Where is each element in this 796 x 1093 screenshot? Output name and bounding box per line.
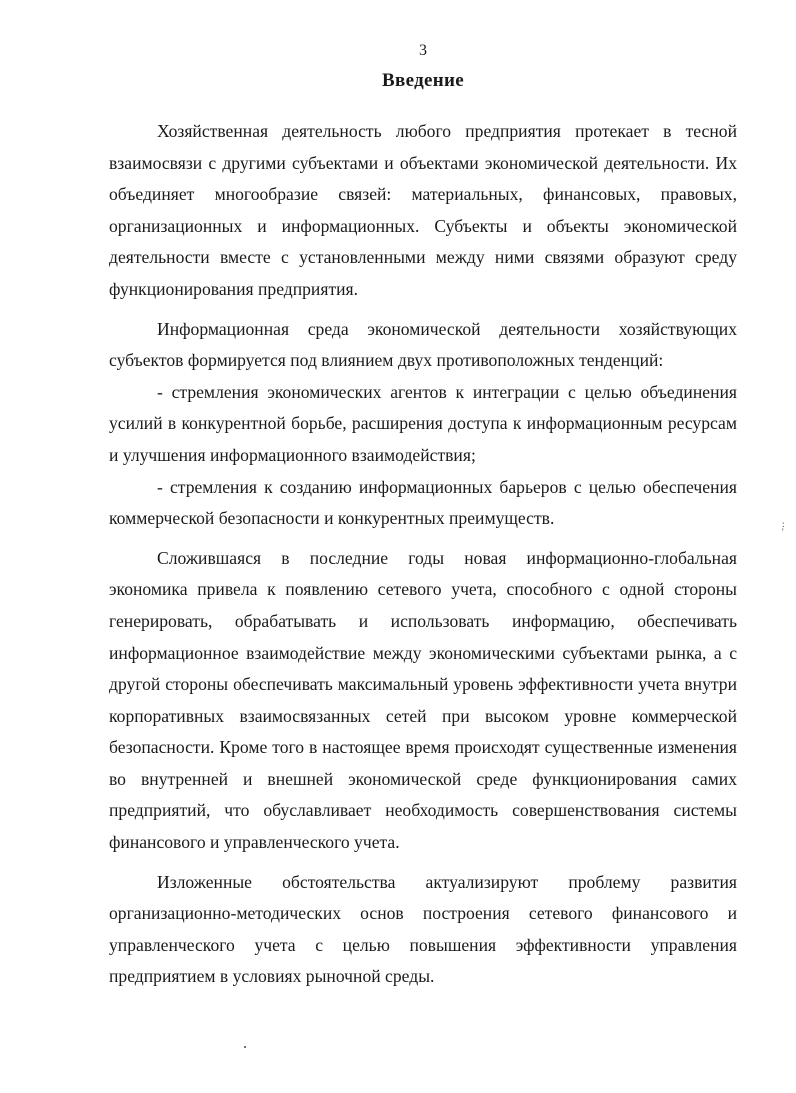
paragraph-1: Хозяйственная деятельность любого предприятия протекает в тесной взаимосвязи с другими субъектами и объектами экономической деятельности. Их объединяет многообразие связей: материальных, финансовых, правовых, организационных и информационных. Субъекты и объекты экономической деятельности вместе с установленными между ними связями образуют среду функционирования предприятия. bbox=[109, 121, 737, 299]
paragraph-2: Информационная среда экономической деятельности хозяйствующих субъектов формируется под влиянием двух противоположных тенденций: bbox=[109, 318, 737, 371]
scan-speck bbox=[244, 1046, 246, 1048]
body-text bbox=[109, 116, 737, 1001]
margin-mark-text: : ' bbox=[782, 519, 785, 537]
paragraph-4: Изложенные обстоятельства актуализируют проблему развития организационно-методических основ построения сетевого финансового и управленческого учета с целью повышения эффективности управления предприятием в условиях рыночной среды. bbox=[109, 871, 737, 987]
list-item-2: - стремления к созданию информационных барьеров с целью обеспечения коммерческой безопасности и конкурентных преимуществ. bbox=[109, 476, 737, 529]
list-item-1: - стремления экономических агентов к интеграции с целью объединения усилий в конкурентной борьбе, расширения доступа к информационным ресурсам и улучшения информационного взаимодействия; bbox=[109, 381, 737, 465]
margin-marks bbox=[782, 520, 785, 536]
page-number: 3 bbox=[419, 42, 427, 59]
section-title: Введение bbox=[382, 70, 464, 91]
paragraph-3: Сложившаяся в последние годы новая информационно-глобальная экономика привела к появлению сетевого учета, способного с одной стороны генерировать, обрабатывать и использовать информацию, обеспечивать информационное взаимодействие между экономическими субъектами рынка, а с другой стороны обеспечивать максимальный уровень эффективности учета внутри корпоративных взаимосвязанных сетей при высоком уровне коммерческой безопасности. Кроме того в настоящее время происходят существенные изменения во внутренней и внешней экономической среде функционирования самих предприятий, что обуславливает необходимость совершенствования системы финансового и управленческого учета. bbox=[109, 547, 737, 853]
